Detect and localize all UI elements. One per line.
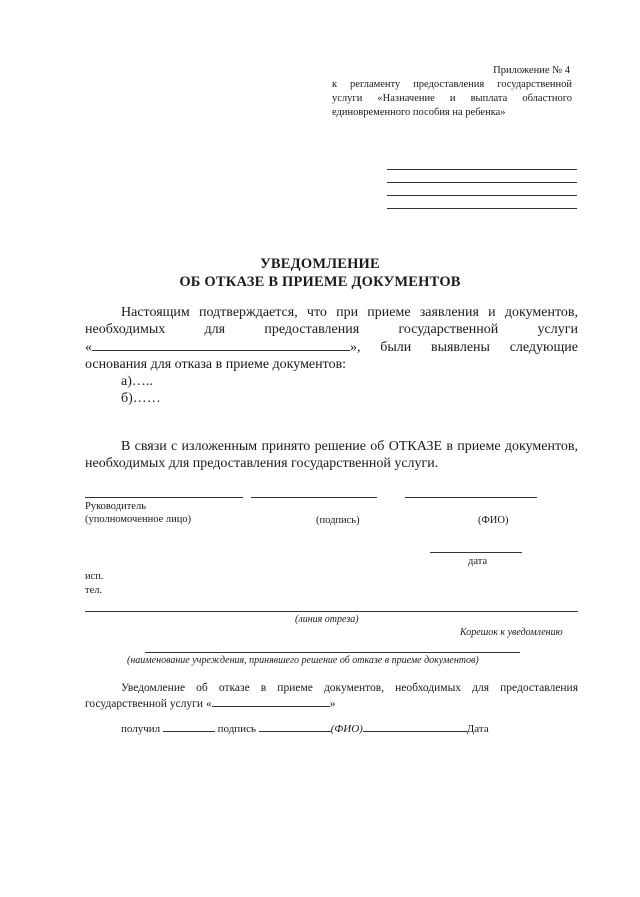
service-name-blank [92, 338, 350, 351]
notice-line-1: Настоящим подтверждается, что при приеме заявления и документов, [121, 305, 578, 320]
document-title: УВЕДОМЛЕНИЕ [260, 256, 380, 272]
notice-line-4: основания для отказа в приеме документов: [85, 357, 347, 372]
addressee-line-3 [387, 195, 577, 196]
notice-paragraph [85, 304, 578, 407]
signature-line [251, 497, 377, 498]
name-line [405, 497, 537, 498]
receipt-date-label: Дата [466, 723, 489, 735]
cut-line-label: (линия отреза) [295, 614, 359, 625]
appendix-text: к регламенту предоставления государственной услуги «Назначение и выплата областного единовременного пособия на ребенка» [332, 79, 572, 118]
stub-service-blank [212, 696, 330, 707]
addressee-line-1 [387, 169, 577, 170]
appendix-title: Приложение № 4 [493, 65, 570, 76]
stub-paragraph: Уведомление об отказе в приеме документов, необходимых для предоставления государственной услуги « » [85, 682, 578, 710]
reason-item-a: а)….. [121, 374, 153, 389]
receipt-signature-label: подпись [217, 723, 256, 735]
date-line [430, 552, 522, 553]
document-subtitle: ОБ ОТКАЗЕ В ПРИЕМЕ ДОКУМЕНТОВ [179, 274, 461, 290]
institution-caption: (наименование учреждения, принявшего решение об отказе в приеме документов) [127, 655, 479, 666]
signer-role: Руководитель [85, 501, 146, 512]
addressee-line-2 [387, 182, 577, 183]
reason-item-b: б)…… [121, 391, 161, 406]
receipt-name-blank [363, 721, 467, 732]
cut-line [85, 611, 578, 612]
executor-label: исп. [85, 571, 104, 582]
decision-paragraph: В связи с изложенным принято решение об ОТКАЗЕ в приеме документов, необходимых для предоставления государственной услуги. [85, 439, 578, 471]
date-caption: дата [468, 556, 488, 567]
addressee-line-4 [387, 208, 577, 209]
received-blank [163, 721, 215, 732]
appendix-block [332, 64, 572, 120]
receipt-name-label: (ФИО) [330, 723, 363, 735]
receipt-signature-blank [259, 721, 331, 732]
role-line [85, 497, 243, 498]
phone-label: тел. [85, 585, 103, 596]
stub-label: Корешок к уведомлению [460, 627, 563, 638]
receipt-line [121, 721, 489, 735]
name-caption: (ФИО) [478, 515, 509, 526]
notice-line-2: необходимых для предоставления государственной услуги [85, 322, 578, 337]
institution-line [145, 652, 520, 653]
signer-role-note: (уполномоченное лицо) [85, 514, 192, 525]
received-label: получил [121, 723, 161, 735]
notice-line-3: « », были выявлены следующие [85, 340, 578, 355]
signature-caption: (подпись) [316, 515, 360, 526]
